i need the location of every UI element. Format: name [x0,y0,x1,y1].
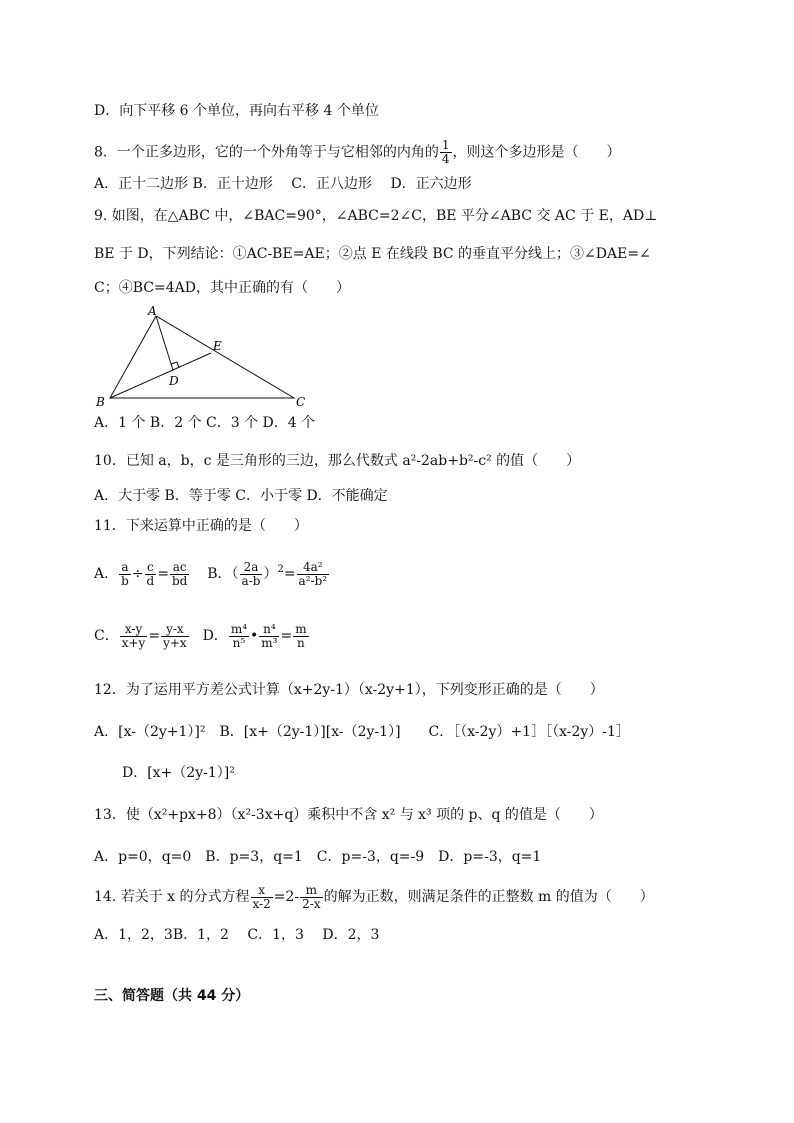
denominator: a²-b² [298,573,328,588]
question-8-stem [94,139,621,166]
q14-frac1 [251,884,273,911]
q12-options-abc: A．[x-（2y+1）]² B．[x+（2y-1）][x-（2y-1）] C．［（x-2y）+1］［（x-2y）-1］ [94,724,630,740]
numerator: y-x [161,623,189,637]
q8-stem-part1: 8．一个正多边形，它的一个外角等于与它相邻的内角的 [94,144,439,161]
q11-a-frac3 [170,561,189,588]
q13-stem: 13．使（x²+px+8）（x²-3x+q）乘积中不含 x² 与 x³ 项的 p、q 的值是（ ） [94,807,603,823]
numerator: a [119,561,131,575]
denominator: x-2 [252,896,271,911]
q11-b-frac2 [297,561,330,588]
close-paren: ） [263,566,278,582]
equals-sign: = [148,628,161,644]
numerator: c [145,561,157,575]
equals-sign: = [283,566,296,582]
q11-d-label: D． [202,628,228,644]
numerator: x [251,884,273,898]
q14-options: A．1，2，3B．1，2 C．1，3 D．2，3 [94,927,380,943]
q11-c-label: C． [94,628,119,644]
numerator: 4a² [297,561,330,575]
q11-stem: 11．下来运算中正确的是（ ） [94,518,308,534]
numerator: m [295,621,307,636]
q11-a-frac1 [119,561,131,588]
q13-options: A．p=0，q=0 B．p=3，q=1 C．p=-3，q=-9 D．p=-3，q=1 [94,849,542,865]
equals-sign: = [157,566,169,582]
q11-d-frac1 [229,623,249,650]
divide-sign: ÷ [131,566,144,582]
q11-options-ab [94,558,330,590]
q14-stem [94,880,654,914]
q8-frac-numerator: 1 [441,138,450,152]
equals-sign: = [280,628,293,644]
q10-options: A．大于零 B．等于零 C．小于零 D．不能确定 [94,488,388,504]
q14-mid-text: =2- [273,889,300,905]
q11-options-cd [94,620,310,652]
label-e: E [213,339,222,353]
numerator: 2a [240,561,263,575]
q9-triangle-figure [90,303,320,411]
q11-c-frac2 [161,623,189,650]
numerator: x-y [120,623,148,637]
q14-stem-part1: 14. 若关于 x 的分式方程 [94,889,250,905]
q11-c-frac1 [120,623,148,650]
q11-a-frac2 [145,561,157,588]
q12-stem: 12．为了运用平方差公式计算（x+2y-1）（x-2y+1），下列变形正确的是（ ） [94,682,604,698]
denominator: n [297,635,305,650]
denominator: y+x [163,635,187,650]
numerator: m⁴ [230,621,248,636]
q9-stem-line2: BE 于 D，下列结论：①AC-BE=AE；②点 E 在线段 BC 的垂直平分线上；③∠DAE=∠ [94,246,651,262]
denominator: x+y [121,635,146,650]
q9-stem-line1: 9. 如图，在△ABC 中，∠BAC=90°，∠ABC=2∠C，BE 平分∠ABC 交 AC 于 E，AD⊥ [94,208,658,224]
q9-options: A．1 个 B．2 个 C．3 个 D．4 个 [94,415,316,431]
label-d: D [169,374,179,388]
q11-a-label: A． [94,566,119,582]
denominator: b [121,573,129,588]
label-c: C [296,395,306,409]
q14-stem-part2: 的解为正数，则满足条件的正整数 m 的值为（ ） [323,889,654,905]
q8-options: A．正十二边形 B．正十边形 C．正八边形 D．正六边形 [94,176,472,192]
denominator: d [146,573,155,588]
q11-d-frac2 [259,623,279,650]
q10-stem: 10．已知 a，b，c 是三角形的三边，那么代数式 a²-2ab+b²-c² 的值（ ） [94,453,581,469]
numerator: n⁴ [259,623,279,637]
q12-option-d: D．[x+（2y-1）]² [122,765,235,781]
numerator: m [300,884,322,898]
label-b: B [96,395,105,409]
q9-stem-line3: C；④BC=4AD，其中正确的有（ ） [94,280,350,296]
exponent: 2 [277,564,284,575]
section-3-heading: 三、简答题（共 44 分） [94,988,250,1004]
q8-fraction [440,139,452,166]
segment-be [110,353,211,398]
denominator: bd [171,573,188,588]
label-a: A [148,304,157,318]
q11-b-label: B．（ [207,566,239,582]
denominator: n⁵ [232,635,246,650]
denominator: 2-x [302,896,321,911]
numerator: ac [170,561,189,575]
q14-frac2 [300,884,322,911]
q8-stem-part2: ，则这个多边形是（ ） [452,144,621,161]
multiply-dot: • [250,628,259,644]
denominator: m³ [261,635,278,650]
q11-d-frac3 [293,623,308,650]
q8-frac-denominator: 4 [441,152,450,166]
denominator: a-b [241,573,261,588]
q7-option-d: D．向下平移 6 个单位，再向右平移 4 个单位 [94,103,379,119]
q11-b-frac1 [240,561,263,588]
